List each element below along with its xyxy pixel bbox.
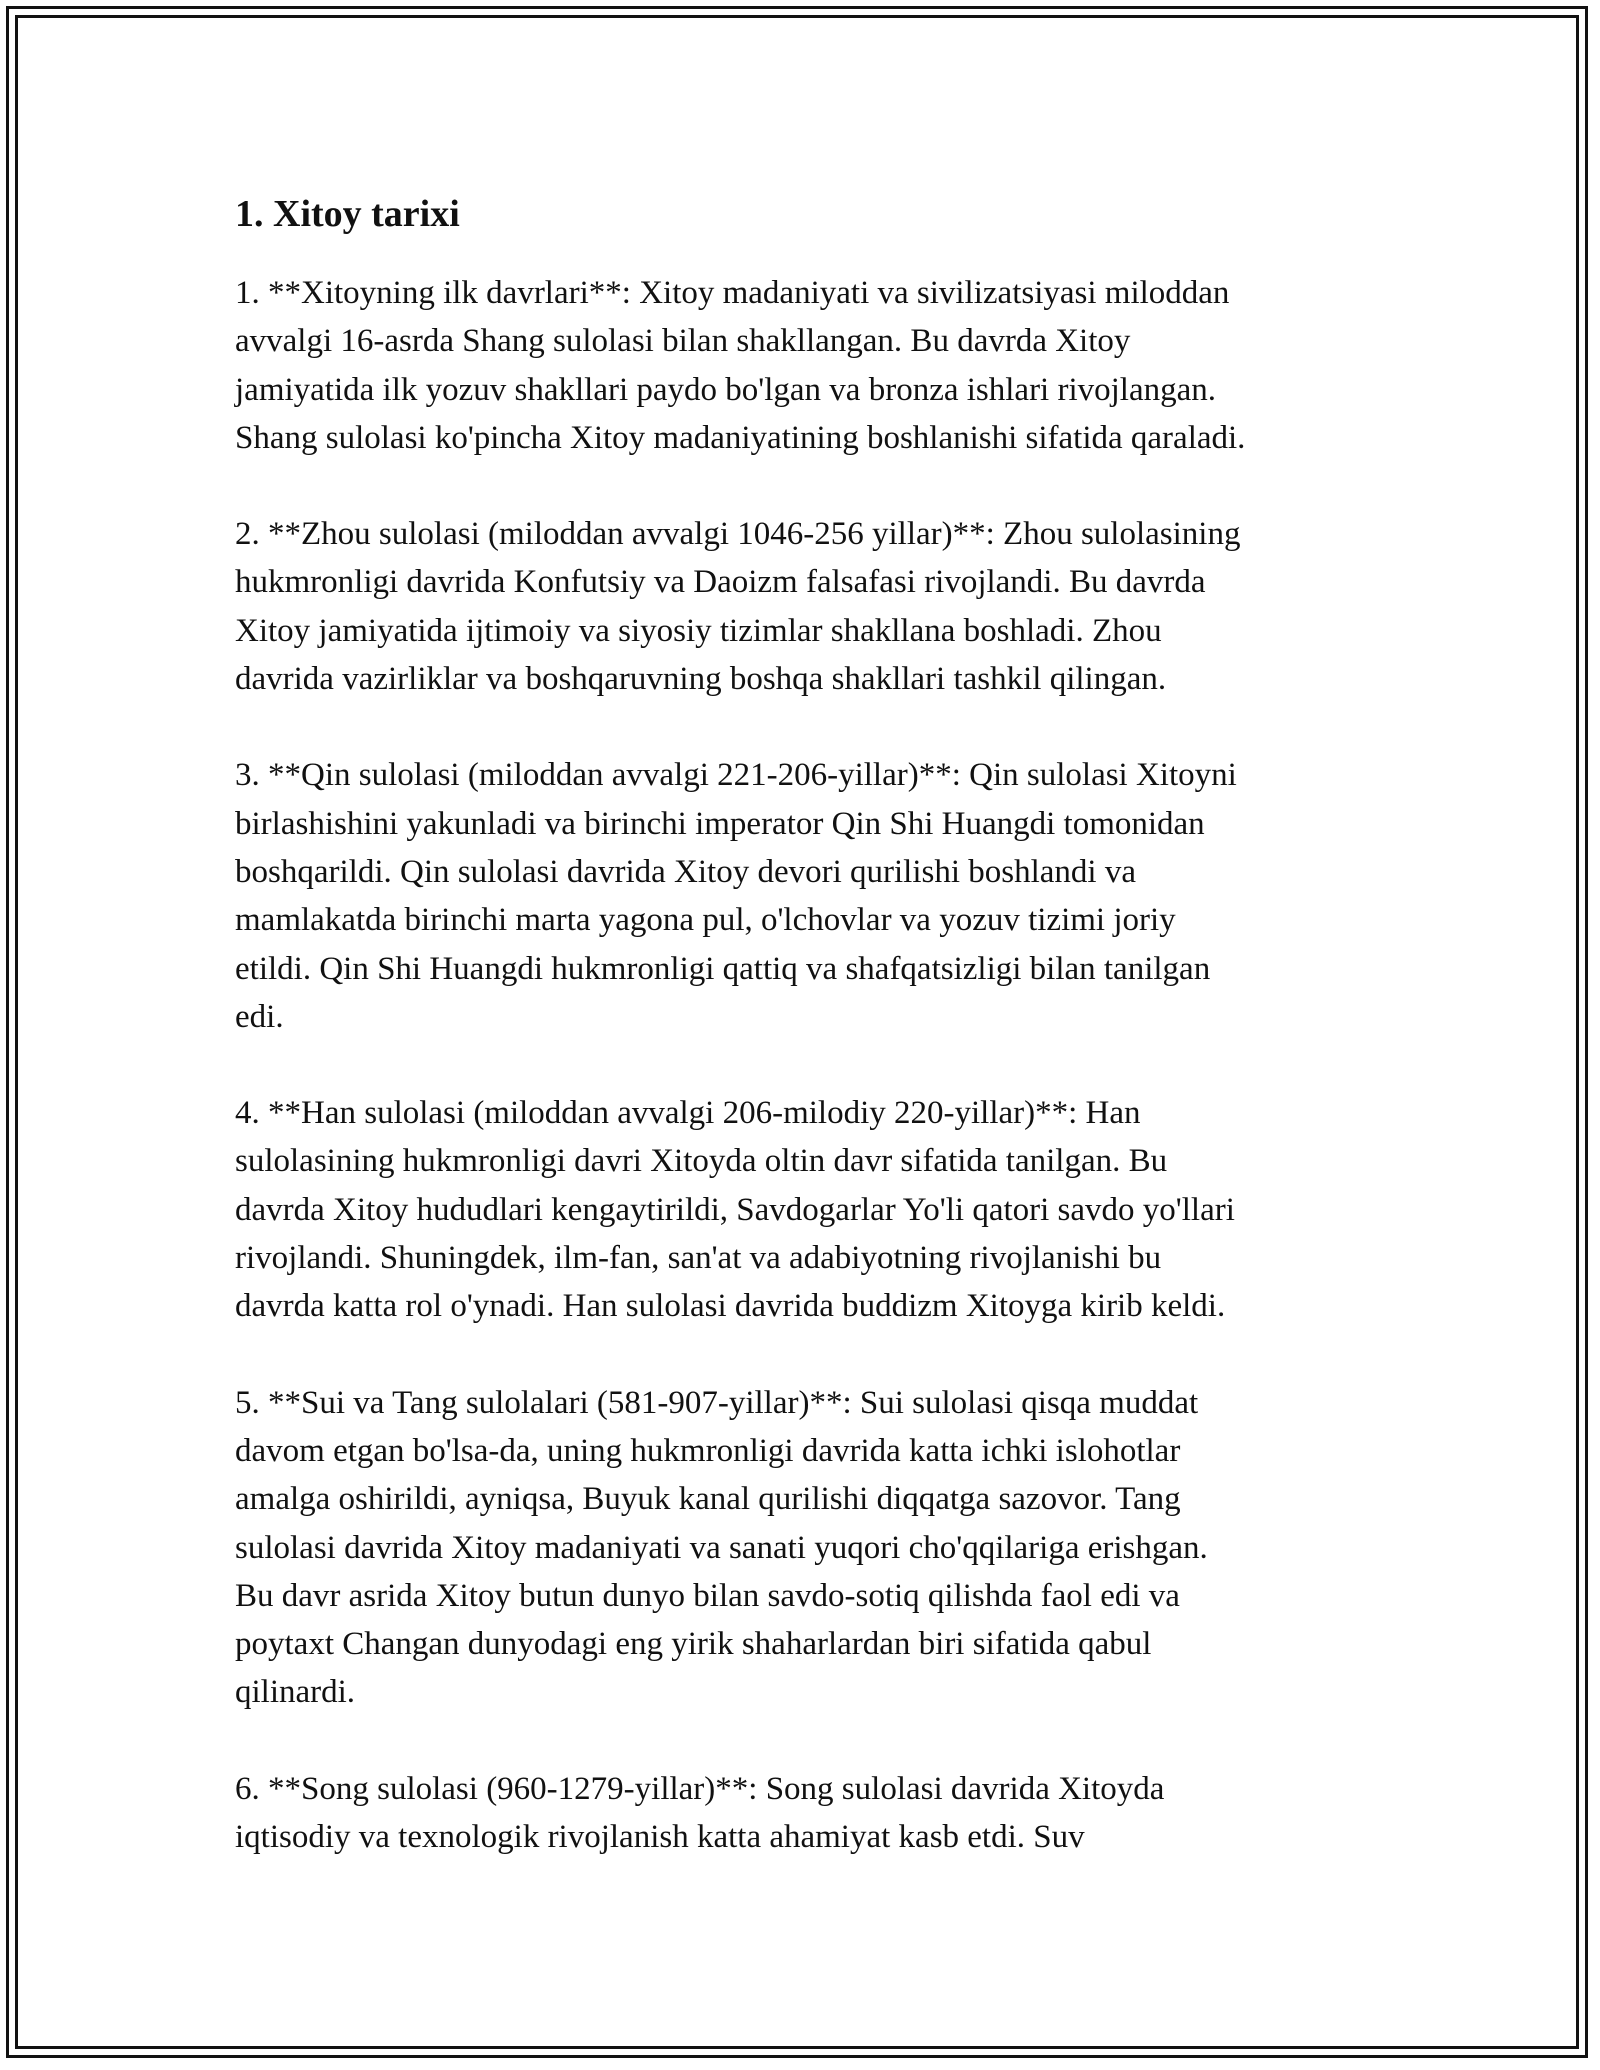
paragraph-han-sulolasi (235, 1089, 1375, 1330)
text-line: mamlakatda birinchi marta yagona pul, o'lchovlar va yozuv tizimi joriy (235, 902, 1176, 939)
text-line: avvalgi 16-asrda Shang sulolasi bilan shakllangan. Bu davrda Xitoy (235, 323, 1131, 360)
text-line: etildi. Qin Shi Huangdi hukmronligi qattiq va shafqatsizligi bilan tanilgan (235, 950, 1211, 987)
text-line: boshqarildi. Qin sulolasi davrida Xitoy devori qurilishi boshlandi va (235, 853, 1136, 890)
text-line: rivojlandi. Shuningdek, ilm-fan, san'at va adabiyotning rivojlanishi bu (235, 1240, 1162, 1277)
text-line: davrda Xitoy hududlari kengaytirildi, Savdogarlar Yo'li qatori savdo yo'llari (235, 1191, 1235, 1228)
text-line: iqtisodiy va texnologik rivojlanish katta ahamiyat kasb etdi. Suv (235, 1819, 1085, 1856)
text-line: sulolasining hukmronligi davri Xitoyda oltin davr sifatida tanilgan. Bu (235, 1143, 1168, 1180)
text-line: 3. **Qin sulolasi (miloddan avvalgi 221-206-yillar)**: Qin sulolasi Xitoyni (235, 757, 1237, 794)
text-line: qilinardi. (235, 1674, 356, 1711)
text-line: 6. **Song sulolasi (960-1279-yillar)**: Song sulolasi davrida Xitoyda (235, 1770, 1165, 1807)
text-line: hukmronligi davrida Konfutsiy va Daoizm falsafasi rivojlandi. Bu davrda (235, 564, 1206, 601)
text-line: birlashishini yakunladi va birinchi imperator Qin Shi Huangdi tomonidan (235, 805, 1205, 842)
text-line: Xitoy jamiyatida ijtimoiy va siyosiy tizimlar shakllana boshladi. Zhou (235, 612, 1162, 649)
text-line: Bu davr asrida Xitoy butun dunyo bilan savdo-sotiq qilishda faol edi va (235, 1577, 1180, 1614)
text-line: 4. **Han sulolasi (miloddan avvalgi 206-milodiy 220-yillar)**: Han (235, 1095, 1141, 1132)
paragraph-zhou-sulolasi (235, 510, 1375, 703)
text-line: poytaxt Changan dunyodagi eng yirik shaharlardan biri sifatida qabul (235, 1626, 1152, 1663)
text-line: 2. **Zhou sulolasi (miloddan avvalgi 1046-256 yillar)**: Zhou sulolasining (235, 516, 1241, 553)
text-line: Shang sulolasi ko'pincha Xitoy madaniyatining boshlanishi sifatida qaraladi. (235, 419, 1246, 456)
text-line: davrda katta rol o'ynadi. Han sulolasi davrida buddizm Xitoyga kirib keldi. (235, 1288, 1226, 1325)
paragraph-xitoyning-ilk-davrlari (235, 269, 1375, 462)
text-line: davom etgan bo'lsa-da, uning hukmronligi davrida katta ichki islohotlar (235, 1432, 1181, 1469)
text-line: edi. (235, 998, 284, 1035)
paragraph-qin-sulolasi (235, 751, 1375, 1041)
text-line: amalga oshirildi, ayniqsa, Buyuk kanal qurilishi diqqatga sazovor. Tang (235, 1481, 1181, 1518)
text-line: davrida vazirliklar va boshqaruvning boshqa shakllari tashkil qilingan. (235, 661, 1167, 698)
text-line: jamiyatida ilk yozuv shakllari paydo bo'lgan va bronza ishlari rivojlangan. (235, 371, 1217, 408)
paragraph-sui-va-tang-sulolalari (235, 1379, 1375, 1717)
document-title: 1. Xitoy tarixi (235, 193, 460, 235)
text-line: sulolasi davrida Xitoy madaniyati va sanati yuqori cho'qqilariga erishgan. (235, 1529, 1208, 1566)
paragraph-song-sulolasi (235, 1765, 1375, 1862)
document-body (235, 186, 1375, 1909)
text-line: 5. **Sui va Tang sulolalari (581-907-yillar)**: Sui sulolasi qisqa muddat (235, 1384, 1199, 1421)
text-line: 1. **Xitoyning ilk davrlari**: Xitoy madaniyati va sivilizatsiyasi miloddan (235, 275, 1230, 311)
